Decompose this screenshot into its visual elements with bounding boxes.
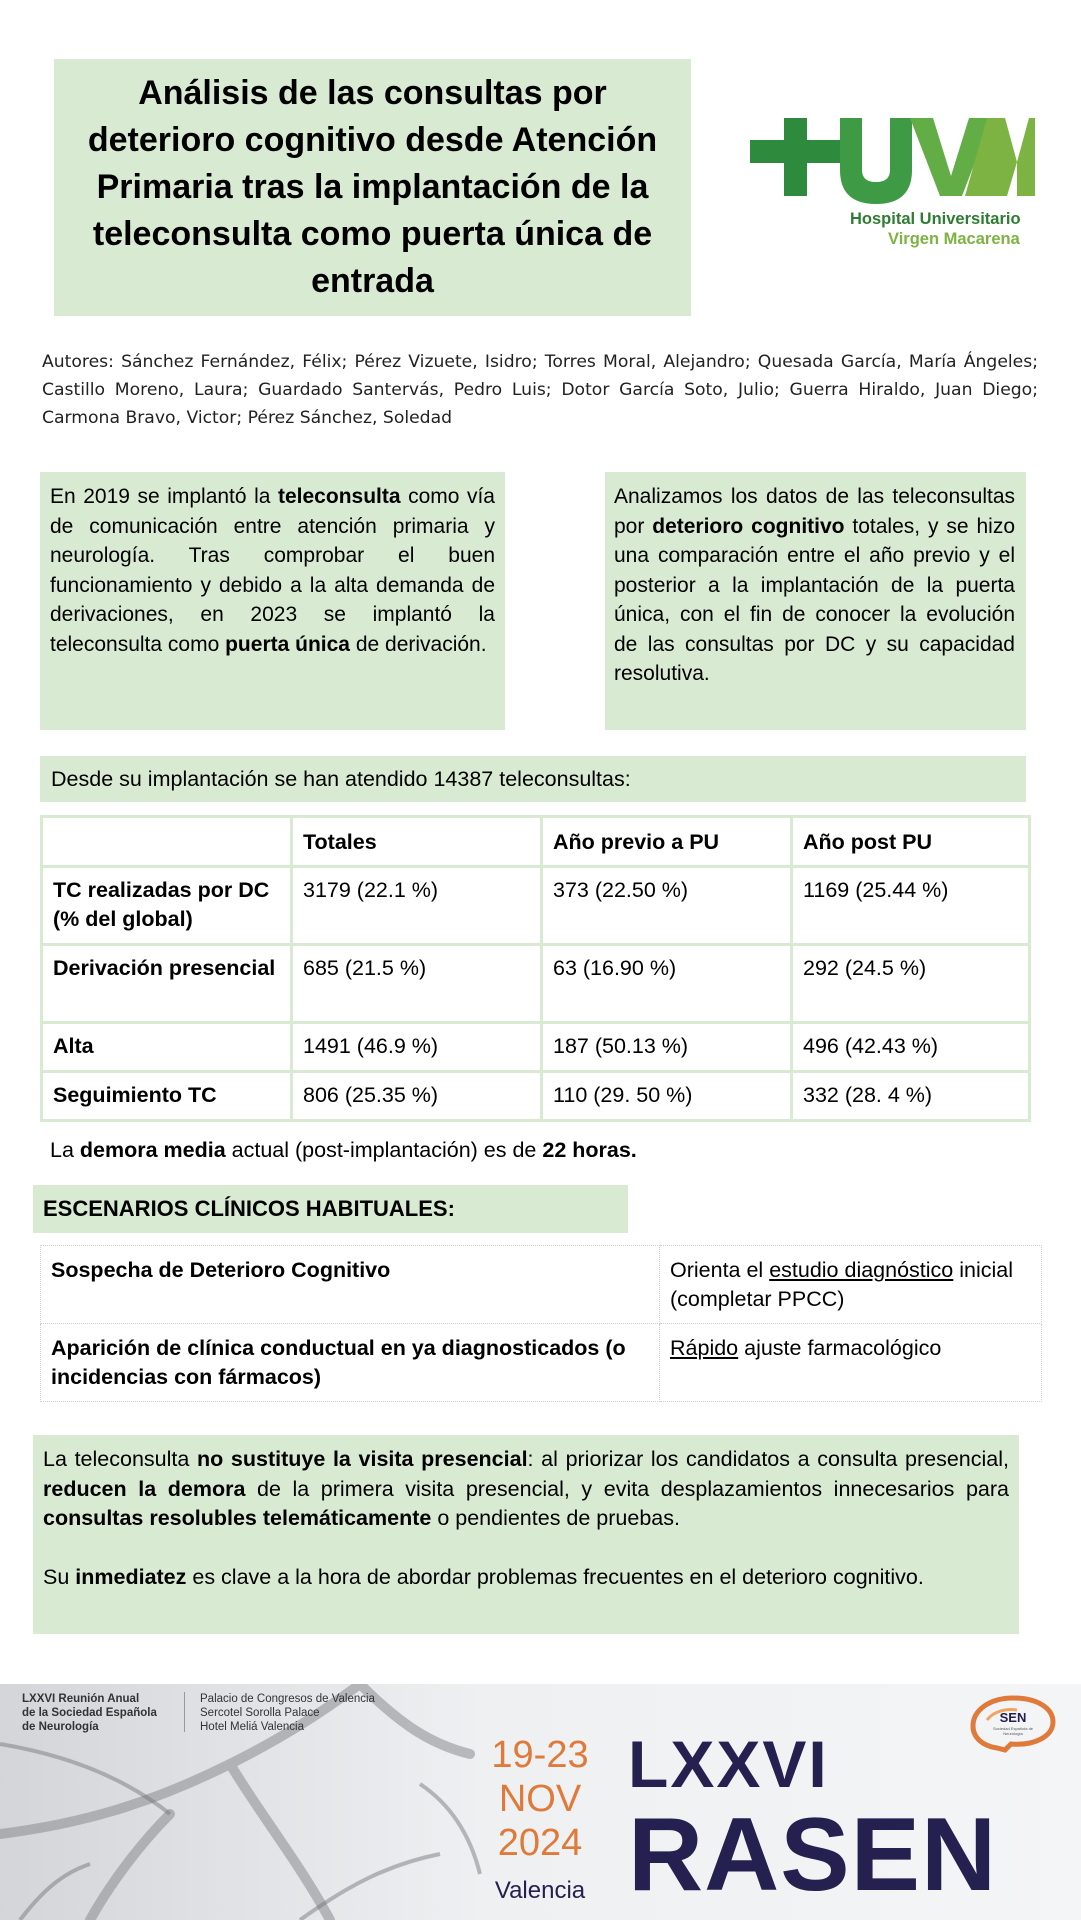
banner-year: 2024: [497, 1822, 583, 1864]
venue-block: Palacio de Congresos de Valencia Sercotel Sorolla Palace Hotel Meliá Valencia: [200, 1693, 375, 1733]
table-cell: 685 (21.5 %): [292, 945, 542, 1023]
summary-box: Desde su implantación se han atendido 14387 teleconsultas:: [40, 756, 1026, 802]
table-cell: 110 (29. 50 %): [542, 1072, 792, 1121]
table-cell: 496 (42.43 %): [792, 1023, 1030, 1072]
table-row: [42, 867, 1030, 945]
banner-edition: LXXVI: [628, 1727, 829, 1801]
table-cell: 373 (22.50 %): [542, 867, 792, 945]
scenario-action: Orienta el estudio diagnóstico inicial (completar PPCC): [660, 1246, 1042, 1324]
table-header-cell: Año previo a PU: [542, 817, 792, 867]
banner-month: NOV: [498, 1778, 582, 1820]
banner-rasen: RASEN: [628, 1797, 998, 1913]
table-header-cell: Año post PU: [792, 817, 1030, 867]
poster-title: Análisis de las consultas por deterioro cognitivo desde Atención Primaria tras la implantación de la teleconsulta como puerta única de entrada: [87, 74, 658, 300]
table-header-cell: [42, 817, 292, 867]
table-row-label: Alta: [42, 1023, 292, 1072]
table-cell: 332 (28. 4 %): [792, 1072, 1030, 1121]
authors: Autores: Sánchez Fernández, Félix; Pérez Vizuete, Isidro; Torres Moral, Alejandro; Quesada García, María Ángeles; Castillo Moreno, Laura; Guardado Santervás, Pedro Luis; Dotor García Soto, Julio; Guerra Hiraldo, Juan Diego; Carmona Bravo, Victor; Pérez Sánchez, Soledad: [42, 352, 1038, 428]
scenarios-table: [40, 1245, 1042, 1402]
scenario-label: Sospecha de Deterioro Cognitivo: [41, 1246, 660, 1324]
sen-logo-subtext: Sociedad Española de Neurología: [992, 1726, 1034, 1736]
table-row: [42, 1072, 1030, 1121]
table-row: [42, 945, 1030, 1023]
scenario-row: [41, 1246, 1042, 1324]
scenario-row: [41, 1324, 1042, 1402]
table-cell: 187 (50.13 %): [542, 1023, 792, 1072]
table-row-label: TC realizadas por DC (% del global): [42, 867, 292, 945]
introduction-box: En 2019 se implantó la teleconsulta como vía de comunicación entre atención primaria y neurología. Tras comprobar el buen funcionamiento y debido a la alta demanda de derivaciones, en 2023 se implantó la teleconsulta como puerta única de derivación.: [40, 472, 505, 730]
scenarios-heading: ESCENARIOS CLÍNICOS HABITUALES:: [33, 1185, 628, 1233]
congress-banner: [0, 1684, 1081, 1920]
delay-statement: La demora media actual (post-implantación) es de 22 horas.: [50, 1138, 637, 1162]
table-cell: 63 (16.90 %): [542, 945, 792, 1023]
logo-hospital-name: Hospital Universitario: [850, 210, 1021, 228]
conclusion-box: [33, 1435, 1019, 1634]
scenario-label: Aparición de clínica conductual en ya diagnosticados (o incidencias con fármacos): [41, 1324, 660, 1402]
table-row-label: Seguimiento TC: [42, 1072, 292, 1121]
method-box: Analizamos los datos de las teleconsultas por deterioro cognitivo totales, y se hizo una comparación entre el año previo y el posterior a la implantación de la puerta única, con el fin de conocer la evolución de las consultas por DC y su capacidad resolutiva.: [605, 472, 1026, 730]
meeting-name-block: LXXVI Reunión Anual de la Sociedad Española de Neurología: [22, 1692, 185, 1732]
banner-dates: 19-23: [491, 1734, 589, 1776]
table-cell: 292 (24.5 %): [792, 945, 1030, 1023]
sen-logo: [965, 1692, 1061, 1754]
table-cell: 3179 (22.1 %): [292, 867, 542, 945]
conclusion-paragraph: Su inmediatez es clave a la hora de abordar problemas frecuentes en el deterioro cognitivo.: [43, 1565, 924, 1589]
table-cell: 1491 (46.9 %): [292, 1023, 542, 1072]
scenario-action: Rápido ajuste farmacológico: [660, 1324, 1042, 1402]
results-table: [40, 815, 1031, 1122]
table-row-label: Derivación presencial: [42, 945, 292, 1023]
title-box: [54, 59, 691, 316]
table-header-row: [42, 817, 1030, 867]
huvm-logo: [750, 118, 1035, 258]
table-cell: 806 (25.35 %): [292, 1072, 542, 1121]
logo-hospital-subname: Virgen Macarena: [888, 230, 1020, 248]
sen-logo-text: SEN: [999, 1710, 1027, 1725]
table-cell: 1169 (25.44 %): [792, 867, 1030, 945]
conclusion-paragraph: La teleconsulta no sustituye la visita presencial: al priorizar los candidatos a consulta presencial, reducen la demora de la primera visita presencial, y evita desplazamientos innecesarios para consultas resolubles telemáticamente o pendientes de pruebas.: [43, 1447, 1009, 1530]
banner-city: Valencia: [494, 1877, 586, 1904]
huvm-logo-mark: [750, 118, 1035, 208]
table-header-cell: Totales: [292, 817, 542, 867]
table-row: [42, 1023, 1030, 1072]
